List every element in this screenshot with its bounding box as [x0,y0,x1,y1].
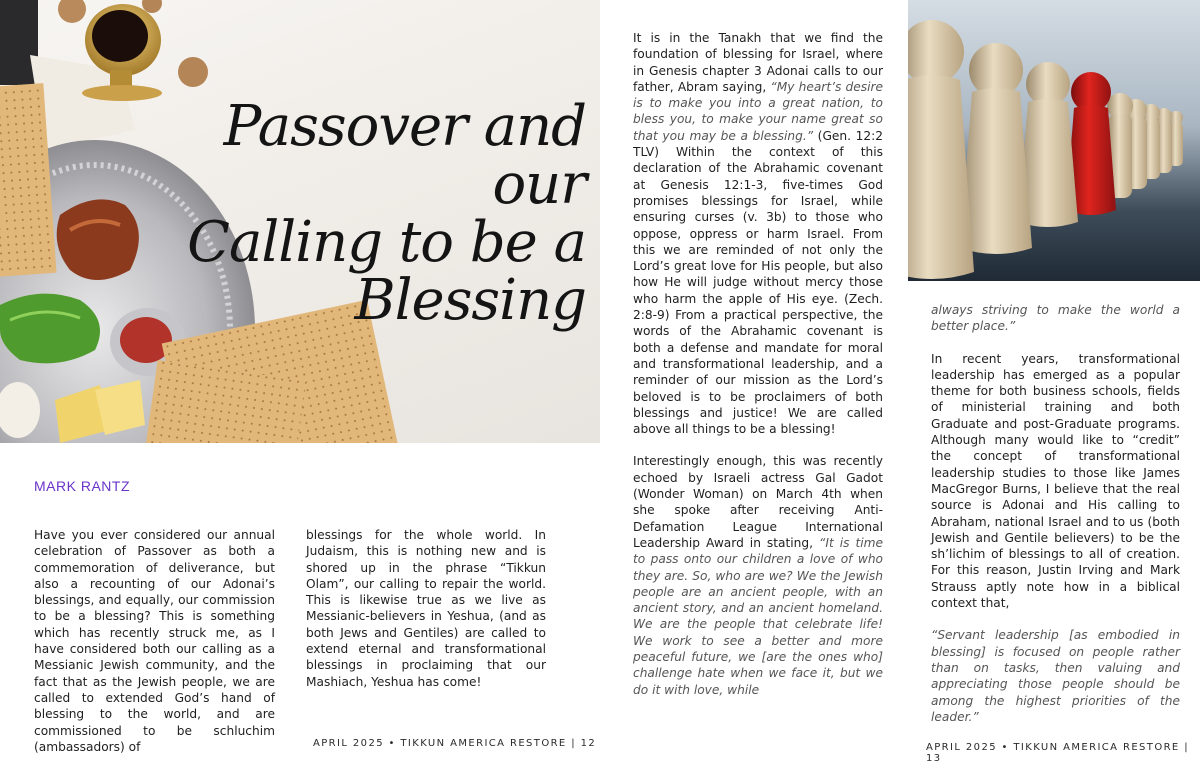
column-1 [34,527,275,755]
title-line-1: Passover and our [223,94,586,217]
column-2-text: blessings for the whole world. In Judaism, this is nothing new and is shored up in the phrase “Tikkun Olam”, our calling to repair the world. This is likewise true as we live as Messianic-believers in Yeshua, (and as both Jews and Gentiles) are called to extend eternal and transformational blessings in proclaiming that our Mashiach, Yeshua has come! [306,528,546,689]
column-3-p1-text-b: (Gen. 12:2 TLV) Within the context of this declaration of the Abrahamic covenant at Genesis 12:1-3, five-times God promises blessings for Israel, while ensuring curses (v. 3b) to those who oppose, oppress or harm Israel. From this we are reminded of not only the Lord’s great love for His people, but also how He will judge without mercy those who harm the apple of His eye. (Zech. 2:8-9) From a practical perspective, the words of the Abrahamic covenant is both a defense and mandate for moral and transformational leadership, and a reminder of our mission as the Lord’s beloved is to be proclaimers of both blessings and justice! We are called above all things to be a blessing! [633,128,884,437]
column-4-paragraph-1 [931,302,1180,335]
gadot-quote: “It is time to pass onto our children a love of who they are. So, who are we? We the Jewish people are an ancient people, with an ancient story, and an ancient homeland. We are the people that celebrate life! We work to see a better and more peaceful future, we [are the ones who] challenge hate when we face it, but we do it with love, while [633,535,883,697]
column-4 [931,302,1180,725]
pawns-illustration [908,0,1200,281]
hero-image [0,0,600,443]
article-title [116,94,586,333]
author-byline: MARK RANTZ [34,478,130,494]
column-2 [306,527,546,690]
column-3-paragraph-1 [633,30,883,437]
column-4-paragraph-2: In recent years, transformational leadership has emerged as a popular theme for both business schools, fields of ministerial training and both Graduate and post-Graduate programs. Although many would like to “credit” the concept of transformational leadership studies to those like James MacGregor Burns, I believe that the real source is Adonai and His calling to Abraham, national Israel and to us (both Jewish and Gentile believers) to be the sh’lichim of blessings to all of creation. For this reason, Justin Irving and Mark Strauss aptly note how in a biblical context that, [931,351,1180,611]
column-4-paragraph-3 [931,627,1180,725]
servant-leadership-quote: “Servant leadership [as embodied in blessing] is focused on people rather than on tasks, then valuing and appreciating those people should be among the highest priorities of the leader.” [931,628,1180,724]
gadot-quote-continued: always striving to make the world a better place.” [931,303,1180,334]
column-1-text: Have you ever considered our annual celebration of Passover as both a commemoration of deliverance, but also a recounting of our Adonai’s blessings, and equally, our commission to be a blessing? This is something which has recently struck me, as I have considered both our calling as a Messianic Jewish community, and the fact that as the Jewish people, we are called to extended God’s hand of blessing to the world, and are commissioned to be schluchim (ambassadors) of [34,528,275,754]
title-line-3: Blessing [354,268,586,333]
column-3 [633,30,883,698]
column-3-paragraph-2 [633,453,883,697]
footer-page-13: APRIL 2025 • TIKKUN AMERICA RESTORE | 13 [926,742,1190,764]
footer-page-12: APRIL 2025 • TIKKUN AMERICA RESTORE | 12 [313,738,597,749]
column-3-p1-text-a: It is in the Tanakh that we find the foundation of blessing for Israel, where in Genesis chapter 3 Adonai calls to our father, Abram saying, [633,31,883,94]
pawns-image [908,0,1200,281]
column-3-p2-text: Interestingly enough, this was recently echoed by Israeli actress Gal Gadot (Wonder Woman) on March 4th when she spoke after receiving Anti-Defamation League International Leadership Award in stating, [633,454,883,550]
genesis-quote: “My heart’s desire is to make you into a great nation, to bless you, to make your name great so that you may be a blessing.” [633,79,883,143]
title-line-2: Calling to be a [187,210,586,275]
